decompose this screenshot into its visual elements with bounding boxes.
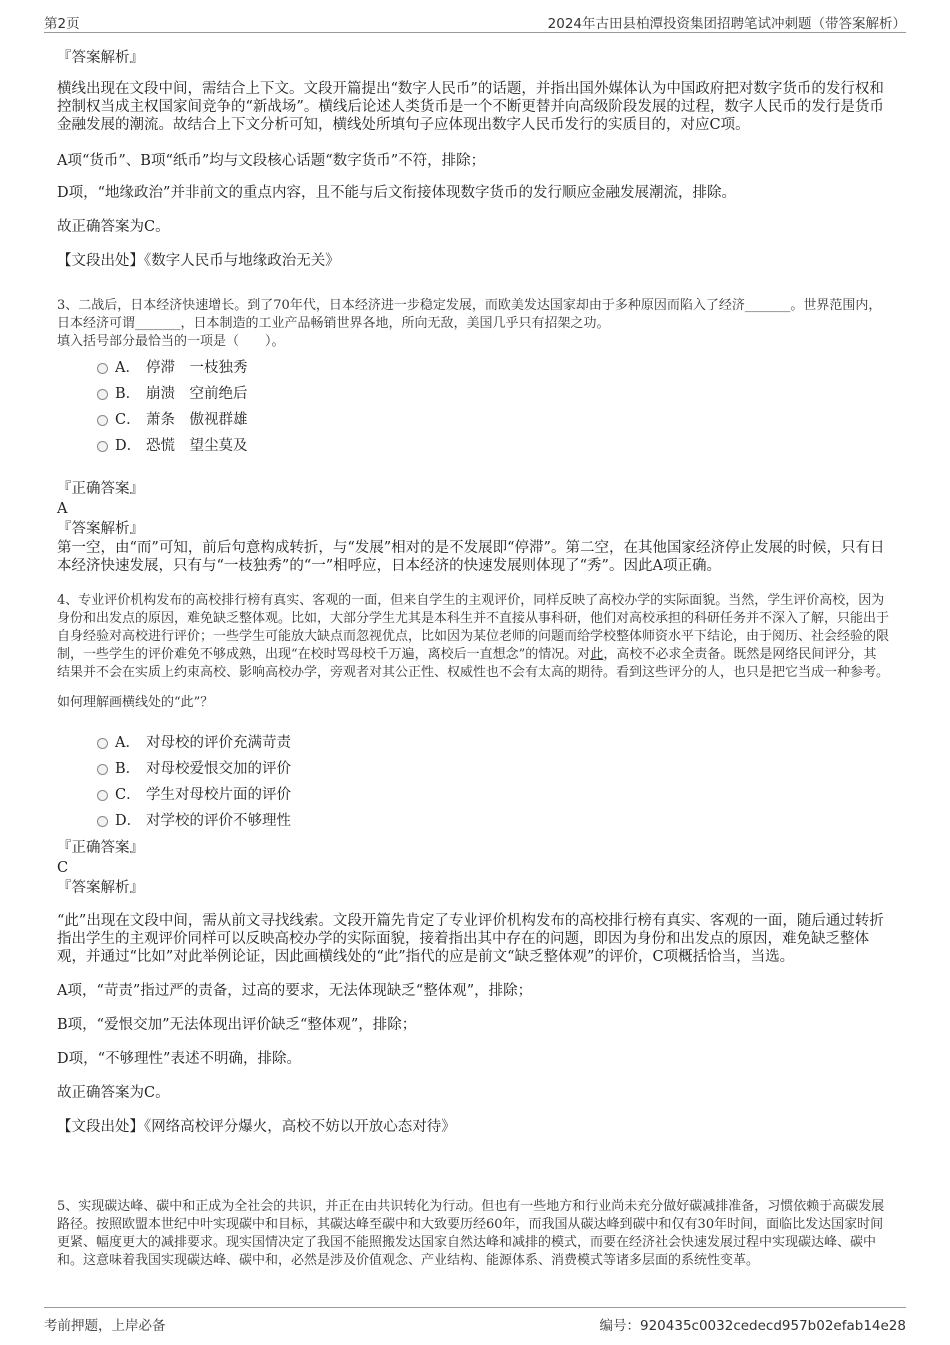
- option-a[interactable]: [57, 730, 889, 756]
- radio-icon[interactable]: [97, 764, 108, 775]
- radio-icon[interactable]: [97, 738, 108, 749]
- source: 【文段出处】《数字人民币与地缘政治无关》: [57, 253, 340, 269]
- answer-value: C: [57, 860, 69, 876]
- option-key: D．: [115, 813, 142, 829]
- page-number: 第2页: [44, 16, 80, 32]
- analysis-text: 横线出现在文段中间，需结合上下文。文段开篇提出“数字人民币”的话题，并指出国外媒体认为中国政府把对数字货币的发行权和控制权当成主权国家间竞争的“新战场”。横线后论述人类货币是一个不断更替并向高级阶段发展的过程，数字人民币的发行是货币金融发展的潮流。故结合上下文分析可知，横线处所填句子应体现出数字人民币发行的实质目的，对应C项。: [57, 81, 884, 133]
- option-key: C．: [115, 412, 141, 428]
- option-key: A．: [115, 735, 140, 751]
- question-4: [57, 592, 889, 1136]
- analysis-option-d: D项，“地缘政治”并非前文的重点内容，且不能与后文衔接体现数字货币的发行顺应金融发展潮流，排除。: [57, 185, 736, 201]
- radio-icon[interactable]: [97, 790, 108, 801]
- stem-part: 4、专业评价机构发布的高校排行榜有真实、客观的一面，但来自学生的主观评价，同样反映了高校办学的实际面貌。当然，学生评价高校，因为身份和出发点的原因，难免缺乏整体观。比如，大部分学生尤其是本科生并不直接从事科研，他们对高校承担的科研任务并不深入了解，只能出于自身经验对高校进行评价；一些学生可能放大缺点而忽视优点，比如因为某位老师的问题而给学校整体师资水平下结论，由于阅历、社会经验的限制，一些学生的评价难免不够成熟，出现“在校时骂母校千万遍，离校后一直想念”的情况。对: [57, 593, 890, 662]
- option-key: A．: [115, 360, 140, 376]
- stem-part: ，日本制造的工业产品畅销世界各地，所向无敌，美国几乎只有招架之功。: [180, 316, 610, 331]
- stem-part: 。世界范围内，日本经济可谓: [57, 298, 882, 331]
- analysis-label: 『答案解析』: [57, 521, 144, 537]
- option-text: 萧条 傲视群雄: [146, 412, 248, 428]
- document-code: [600, 1314, 907, 1334]
- analysis-option-d: D项，“不够理性”表述不明确，排除。: [57, 1051, 301, 1067]
- stem-part: 3、二战后，日本经济快速增长。到了70年代，日本经济进一步稳定发展，而欧美发达国家却由于多种原因而陷入了经济: [57, 298, 745, 313]
- option-b[interactable]: [57, 756, 889, 782]
- option-c[interactable]: [57, 407, 889, 433]
- document-title: 2024年古田县柏潭投资集团招聘笔试冲刺题（带答案解析）: [547, 16, 906, 32]
- analysis-label: 『答案解析』: [57, 50, 144, 66]
- analysis-option-ab: A项“货币”、B项“纸币”均与文段核心话题“数字货币”不符，排除；: [57, 153, 486, 169]
- analysis-option-a: A项，“苛责”指过严的责备，过高的要求，无法体现缺乏“整体观”，排除；: [57, 983, 533, 999]
- conclusion: 故正确答案为C。: [57, 219, 170, 235]
- option-text: 对母校的评价充满苛责: [146, 735, 291, 751]
- option-key: B．: [115, 761, 141, 777]
- answer-value: A: [57, 501, 68, 517]
- source: 【文段出处】《网络高校评分爆火，高校不妨以开放心态对待》: [57, 1119, 456, 1135]
- radio-icon[interactable]: [97, 415, 108, 426]
- stem-part: ，高校不必求全责备。既然是网络民间评分，其结果并不会在实质上约束高校、影响高校办学，旁观者对其公正性、权威性也不会有太高的期待。看到这些评分的人，也只是把它当成一种参考。: [57, 647, 890, 680]
- option-text: 对学校的评价不够理性: [146, 813, 291, 829]
- question-stem: [57, 592, 889, 682]
- page-header: [44, 10, 906, 33]
- option-b[interactable]: [57, 381, 889, 407]
- question-stem: [57, 297, 889, 333]
- option-list: [57, 355, 889, 459]
- option-key: C．: [115, 787, 141, 803]
- question-5: [57, 1198, 889, 1270]
- radio-icon[interactable]: [97, 816, 108, 827]
- option-a[interactable]: [57, 355, 889, 381]
- answer-label: 『正确答案』: [57, 840, 144, 856]
- conclusion: 故正确答案为C。: [57, 1085, 170, 1101]
- answer-label: 『正确答案』: [57, 481, 144, 497]
- question-3: [57, 297, 889, 575]
- page-footer: [44, 1307, 906, 1338]
- radio-icon[interactable]: [97, 389, 108, 400]
- blank: _______: [135, 316, 181, 331]
- option-d[interactable]: [57, 433, 889, 459]
- code-label: 编号：: [599, 1318, 640, 1334]
- option-text: 停滞 一枝独秀: [146, 360, 248, 376]
- option-text: 学生对母校片面的评价: [146, 787, 291, 803]
- q2-analysis-block: [57, 48, 889, 270]
- option-c[interactable]: [57, 782, 889, 808]
- option-list: [57, 730, 889, 834]
- analysis-option-b: B项，“爱恨交加”无法体现出评价缺乏“整体观”，排除；: [57, 1017, 417, 1033]
- option-key: D．: [115, 438, 142, 454]
- footer-slogan: 考前押题，上岸必备: [44, 1318, 166, 1334]
- radio-icon[interactable]: [97, 441, 108, 452]
- radio-icon[interactable]: [97, 363, 108, 374]
- blank: _______: [744, 298, 791, 313]
- option-text: 对母校爱恨交加的评价: [146, 761, 291, 777]
- option-text: 崩溃 空前绝后: [146, 386, 248, 402]
- question-stem: 5、实现碳达峰、碳中和正成为全社会的共识，并正在由共识转化为行动。但也有一些地方和行业尚未充分做好碳减排准备，习惯依赖于高碳发展路径。按照欧盟本世纪中叶实现碳中和目标，其碳达峰至碳中和大致要历经60年，而我国从碳达峰到碳中和仅有30年时间，面临比发达国家时间更紧、幅度更大的减排要求。现实国情决定了我国不能照搬发达国家自然达峰和减排的模式，而要在经济社会快速发展过程中实现碳达峰、碳中和。这意味着我国实现碳达峰、碳中和，必然是涉及价值观念、产业结构、能源体系、消费模式等诸多层面的系统性变革。: [57, 1199, 885, 1268]
- option-key: B．: [115, 386, 141, 402]
- analysis-text: “此”出现在文段中间，需从前文寻找线索。文段开篇先肯定了专业评价机构发布的高校排行榜有真实、客观的一面，随后通过转折指出学生的主观评价同样可以反映高校办学的实际面貌，接着指出其中存在的问题，即因为身份和出发点的原因，难免缺乏整体观，并通过“比如”对此举例论证，因此画横线处的“此”指代的应是前文“缺乏整体观”的评价，C项概括恰当，当选。: [57, 913, 884, 965]
- analysis-text: 第一空，由“而”可知，前后句意构成转折，与“发展”相对的是不发展即“停滞”。第二空，在其他国家经济停止发展的时候，只有日本经济快速发展，只有与“一枝独秀”的“一”相呼应，日本经济的快速发展则体现了“秀”。因此A项正确。: [57, 540, 885, 574]
- analysis-label: 『答案解析』: [57, 880, 144, 896]
- option-d[interactable]: [57, 808, 889, 834]
- question-prompt: 如何理解画横线处的“此”？: [57, 695, 214, 710]
- question-prompt: 填入括号部分最恰当的一项是（ ）。: [57, 334, 285, 349]
- option-text: 恐慌 望尘莫及: [146, 438, 248, 454]
- code-value: 920435c0032cedecd957b02efab14e28: [640, 1318, 906, 1334]
- underlined-word: 此: [590, 647, 604, 662]
